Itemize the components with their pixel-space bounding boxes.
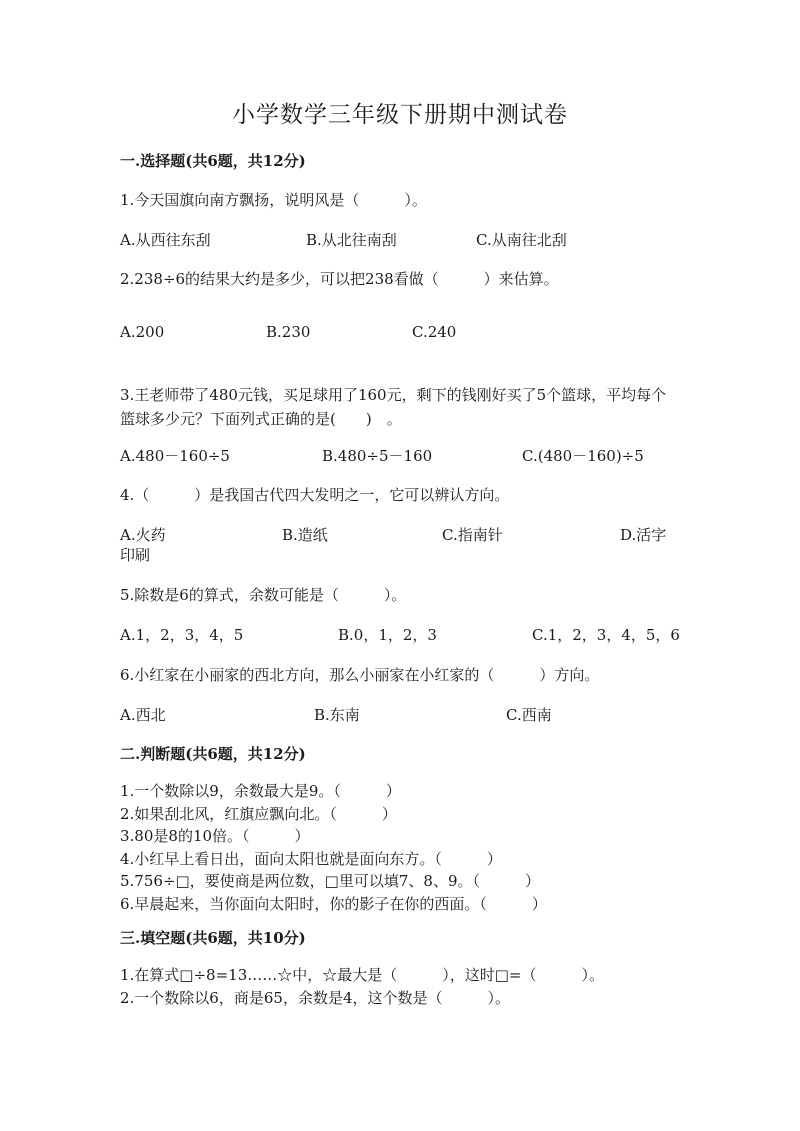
page-title: 小学数学三年级下册期中测试卷	[232, 102, 568, 128]
q6-option-a: A.西北	[120, 706, 166, 724]
q6-option-c: C.西南	[506, 706, 552, 724]
judge-item: 6.早晨起来，当你面向太阳时，你的影子在你的西面。（ ）	[120, 894, 547, 913]
section-heading-fill: 三.填空题(共6题，共10分)	[120, 929, 306, 947]
fill-item: 2.一个数除以6，商是65，余数是4，这个数是（ ）。	[120, 988, 510, 1007]
q4-option-d-line1: D.活字	[620, 526, 667, 544]
q6-option-b: B.东南	[314, 706, 360, 724]
q2-option-a: A.200	[120, 323, 165, 341]
fill-list	[120, 964, 604, 1009]
q4-option-c: C.指南针	[442, 526, 503, 544]
judge-item: 2.如果刮北风，红旗应飘向北。（ ）	[120, 804, 397, 823]
q2-option-b: B.230	[266, 323, 311, 341]
judge-item: 5.756÷□，要使商是两位数，□里可以填7、8、9。（ ）	[120, 872, 540, 890]
q5-option-a: A.1，2，3，4，5	[120, 626, 244, 644]
judge-item: 4.小红早上看日出，面向太阳也就是面向东方。（ ）	[120, 849, 502, 868]
q4-option-a: A.火药	[120, 526, 166, 544]
judge-list	[120, 780, 547, 915]
fill-item: 1.在算式□÷8=13……☆中，☆最大是（ ），这时□=（ ）。	[120, 966, 604, 984]
section-heading-choice: 一.选择题(共6题，共12分)	[120, 152, 306, 170]
question-3: 3.王老师带了480元钱，买足球用了160元，剩下的钱刚好买了5个篮球，平均每个篮球多少元？下面列式正确的是( ) 。	[120, 386, 667, 428]
section-heading-judge: 二.判断题(共6题，共12分)	[120, 745, 306, 763]
judge-item: 1.一个数除以9，余数最大是9。（ ）	[120, 782, 401, 800]
q3-option-c: C.(480－160)÷5	[522, 447, 644, 465]
q3-option-a: A.480－160÷5	[120, 447, 230, 465]
q5-option-c: C.1，2，3，4，5，6	[532, 626, 680, 644]
q4-option-b: B.造纸	[282, 526, 328, 544]
q1-option-b: B.从北往南刮	[306, 231, 397, 249]
question-5: 5.除数是6的算式，余数可能是（ ）。	[120, 586, 407, 604]
q3-option-b: B.480÷5－160	[322, 447, 433, 465]
judge-item: 3.80是8的10倍。（ ）	[120, 827, 310, 845]
q5-option-b: B.0，1，2，3	[338, 626, 437, 644]
q1-option-a: A.从西往东刮	[120, 231, 211, 249]
question-4: 4.（ ）是我国古代四大发明之一，它可以辨认方向。	[120, 486, 510, 504]
question-1: 1.今天国旗向南方飘扬，说明风是（ ）。	[120, 191, 427, 209]
q1-option-c: C.从南往北刮	[476, 231, 567, 249]
q2-option-c: C.240	[412, 323, 457, 341]
question-6: 6.小红家在小丽家的西北方向，那么小丽家在小红家的（ ）方向。	[120, 666, 600, 684]
q4-option-d-line2: 印刷	[120, 546, 151, 564]
question-2: 2.238÷6的结果大约是多少，可以把238看做（ ）来估算。	[120, 270, 559, 288]
